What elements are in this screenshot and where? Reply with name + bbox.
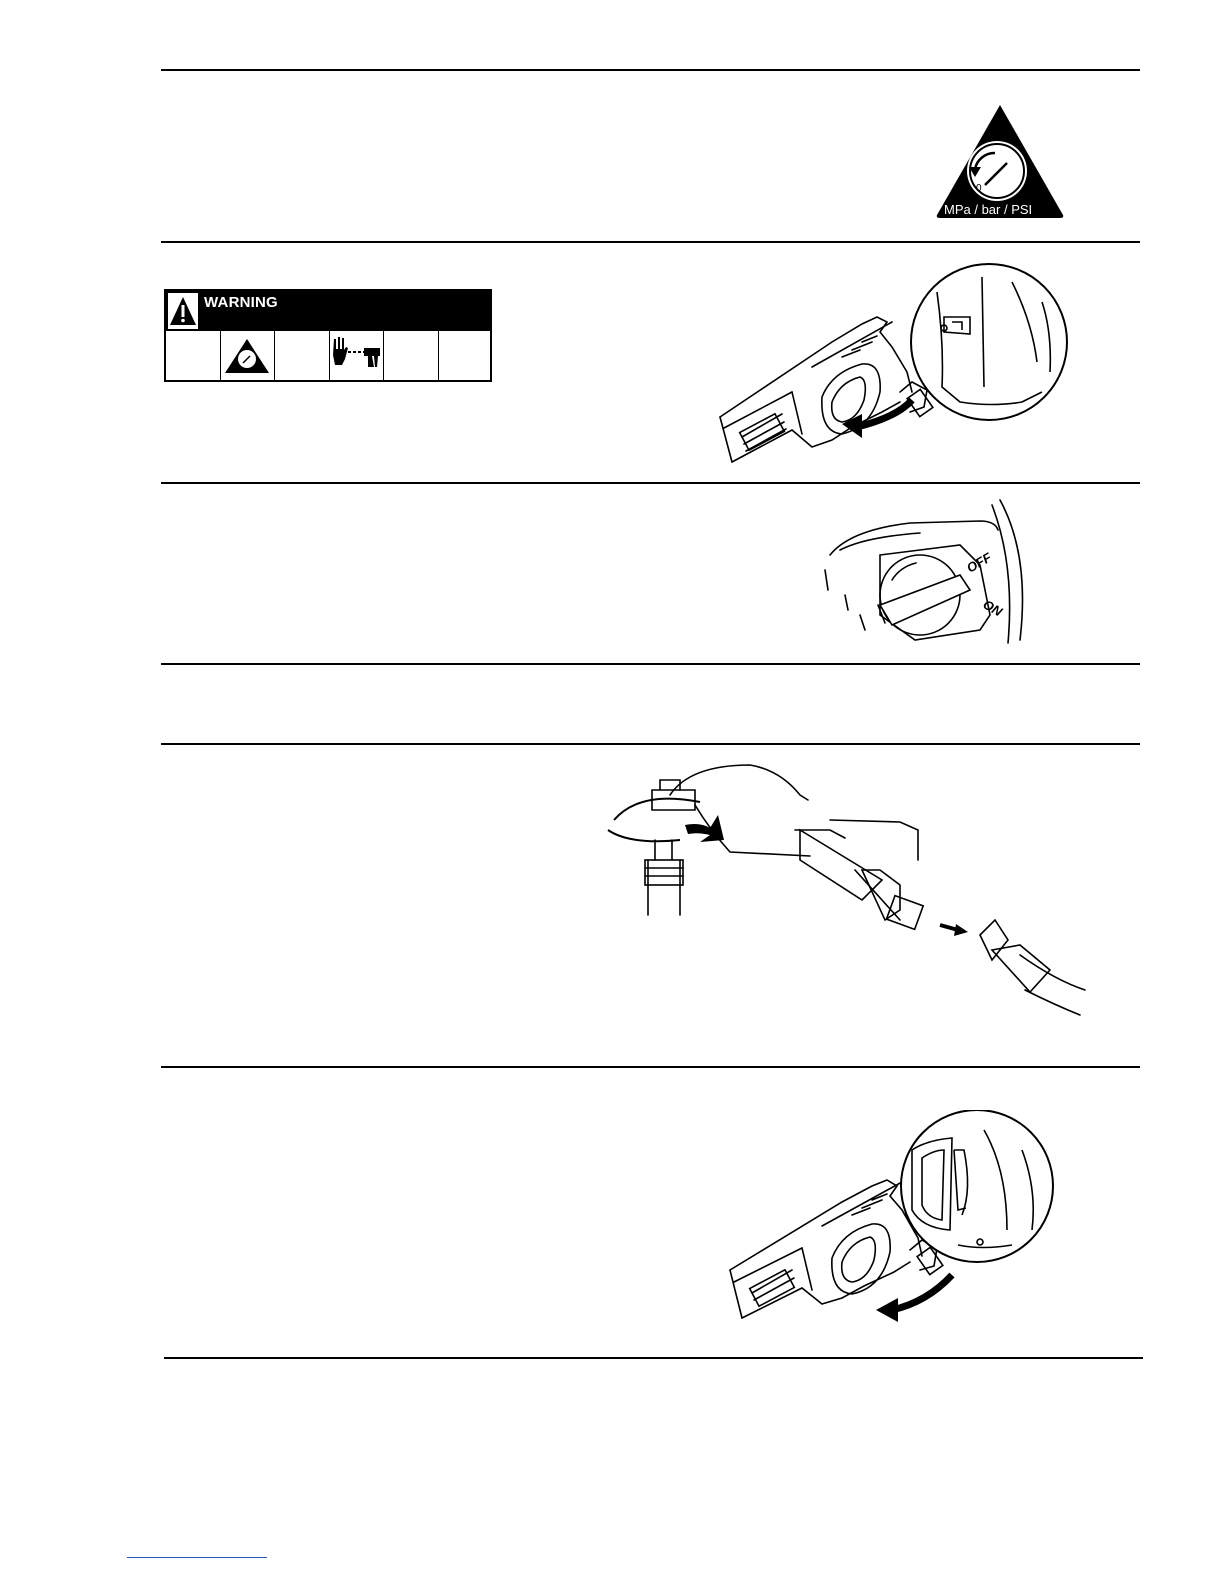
water-tap-hose-figure	[600, 760, 1090, 1020]
gauge-zero-label: 0	[976, 183, 982, 194]
section-rule	[161, 663, 1140, 665]
engine-switch-figure	[820, 495, 1040, 650]
switch-off-label: OFF	[964, 549, 995, 576]
pressure-gauge-icon	[222, 337, 272, 375]
section-rule	[161, 1066, 1140, 1068]
warning-symbol-row	[166, 331, 490, 380]
section-rule	[164, 1357, 1143, 1359]
warning-header	[166, 291, 490, 331]
section-rule	[161, 482, 1140, 484]
footer-link-underline[interactable]	[127, 1557, 267, 1558]
warning-box	[164, 289, 492, 382]
section-rule	[161, 743, 1140, 745]
warning-title: WARNING	[204, 294, 278, 311]
gauge-units-label: MPa / bar / PSI	[944, 202, 1033, 217]
spray-gun-latch-release-figure	[722, 1110, 1062, 1325]
warning-triangle-icon	[168, 293, 198, 329]
spray-gun-safety-latch-figure	[712, 262, 1072, 472]
pressure-relief-symbol	[935, 103, 1065, 219]
section-rule	[161, 69, 1140, 71]
hand-spray-gun-icon	[330, 335, 382, 375]
switch-on-label: ON	[980, 596, 1005, 620]
section-rule	[161, 241, 1140, 243]
